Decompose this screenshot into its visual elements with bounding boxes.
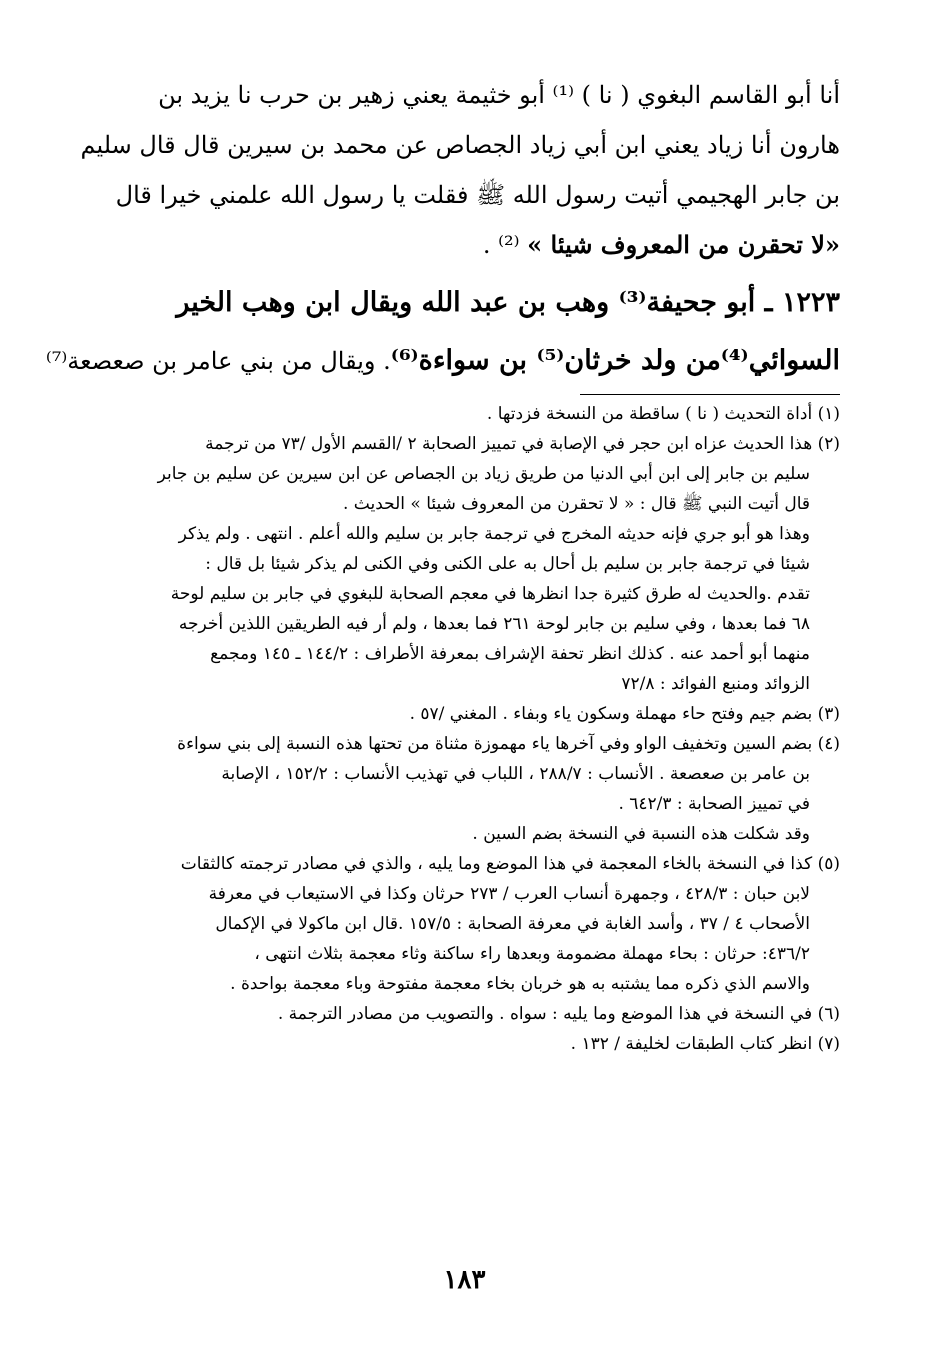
main-text-line: أنا أبو القاسم البغوي ( نا ) ⁽¹⁾ أبو خثيمة يعني زهير بن حرب نا يزيد بن (158, 81, 840, 109)
main-text-line: هارون أنا زياد يعني ابن أبي زياد الجصاص عن محمد بن سيرين قال قال سليم (80, 131, 840, 159)
footnote-line: وقد شكلت هذه النسبة في النسخة بضم السين . (472, 824, 810, 844)
footnotes (118, 399, 840, 1059)
footnote-4: (٤) بضم السين وتخفيف الواو وفي آخرها ياء مهموزة مثناة من تحتها هذه النسبة إلى بني سواءة (177, 734, 840, 754)
page-number: ١٨٣ (443, 1265, 486, 1295)
footnote-line: الأصحاب ٤ / ٣٧ ، وأسد الغابة في معرفة الصحابة : ١٥٧/٥ .قال ابن ماكولا في الإكمال (215, 914, 810, 934)
entry-heading-line: ١٢٢٣ ـ أبو جحيفة⁽³⁾ وهب بن عبد الله ويقال ابن وهب الخير (176, 287, 840, 318)
entry-heading (45, 278, 840, 386)
footnote-line: قال أتيت النبي ﷺ قال : « لا تحقرن من المعروف شيئا » الحديث . (342, 494, 810, 514)
hadith-quote: «لا تحقرن من المعروف شيئا » (527, 230, 840, 259)
footnote-3: (٣) بضم جيم وفتح حاء مهملة وسكون ياء وبفاء . المغني /٥٧ . (409, 704, 840, 724)
entry-heading-line (45, 336, 840, 386)
footnote-line: منهما أبو أحمد عنه . كذلك انظر تحفة الإشراف بمعرفة الأطراف : ١٤٤/٢ ـ ١٤٥ ومجمع (210, 644, 810, 664)
footnote-line: لابن حبان : ٤٢٨/٣ ، وجمهرة أنساب العرب / ٢٧٣ حرثان وكذا في الاستيعاب في معرفة (208, 884, 810, 904)
footnote-separator (580, 394, 840, 395)
footnote-5: (٥) كذا في النسخة بالخاء المعجمة في هذا الموضع وما يليه ، والذي في مصادر ترجمته كالثقات (180, 854, 840, 874)
footnote-line: في تمييز الصحابة : ٦٤٢/٣ . (618, 794, 810, 814)
footnote-line: بن عامر بن صعصعة . الأنساب : ٢٨٨/٧ ، اللباب في تهذيب الأنساب : ١٥٢/٢ ، الإصابة (221, 764, 810, 784)
footnote-7: (٧) انظر كتاب الطبقات لخليفة / ١٣٢ . (570, 1034, 840, 1054)
main-text-line: بن جابر الهجيمي أتيت رسول الله ﷺ فقلت يا رسول الله علمني خيرا قال (115, 181, 840, 209)
entry-heading-tail: . ويقال من بني عامر بن صعصعة⁽⁷⁾ (45, 347, 391, 375)
footnote-line: شيئا في ترجمة جابر بن سليم بل أحال به على الكنى وفي الكنى لم يذكر شيئا بل قال : (205, 554, 810, 574)
main-text-line (118, 220, 840, 270)
main-text-tail: ⁽²⁾ . (482, 231, 528, 259)
page-body (45, 70, 840, 1059)
footnote-line: سليم بن جابر إلى ابن أبي الدنيا من طريق زياد بن الجصاص عن ابن سيرين عن سليم بن جابر (157, 464, 810, 484)
entry-nisba: السوائي⁽⁴⁾من ولد خرثان⁽⁵⁾ بن سواءة⁽⁶⁾ (390, 345, 840, 376)
footnote-line: وهذا هو أبو جري فإنه حديثه المخرج في ترجمة جابر بن سليم والله أعلم . انتهى . ولم يذكر (178, 524, 810, 544)
main-text (80, 70, 840, 270)
footnote-1: (١) أداة التحديث ( نا ) ساقطة من النسخة فزدتها . (486, 404, 840, 424)
footnote-line: والاسم الذي ذكره مما يشتبه به هو خربان بخاء معجمة مفتوحة وباء معجمة بواحدة . (230, 974, 810, 994)
footnote-line: الزوائد ومنبع الفوائد : ٧٢/٨ (621, 674, 810, 694)
footnote-line: ٦٨ فما بعدها ، وفي سليم بن جابر لوحة ٢٦١ فما بعدها ، ولم أر فيه الطريقين اللذين أخرجه (178, 614, 810, 634)
footnote-2: (٢) هذا الحديث عزاه ابن حجر في الإصابة في تمييز الصحابة ٢ /القسم الأول /٧٣ من ترجمة (205, 434, 840, 454)
footnote-line: تقدم .والحديث له طرق كثيرة جدا انظرها في معجم الصحابة للبغوي في جابر بن سليم لوحة (170, 584, 810, 604)
footnote-6: (٦) في النسخة في هذا الموضع وما يليه : سواه . والتصويب من مصادر الترجمة . (277, 1004, 840, 1024)
footnote-line: ٤٣٦/٢: حرثان : بحاء مهملة مضمومة وبعدها راء ساكنة وثاء معجمة بثلاث انتهى ، (254, 944, 810, 964)
